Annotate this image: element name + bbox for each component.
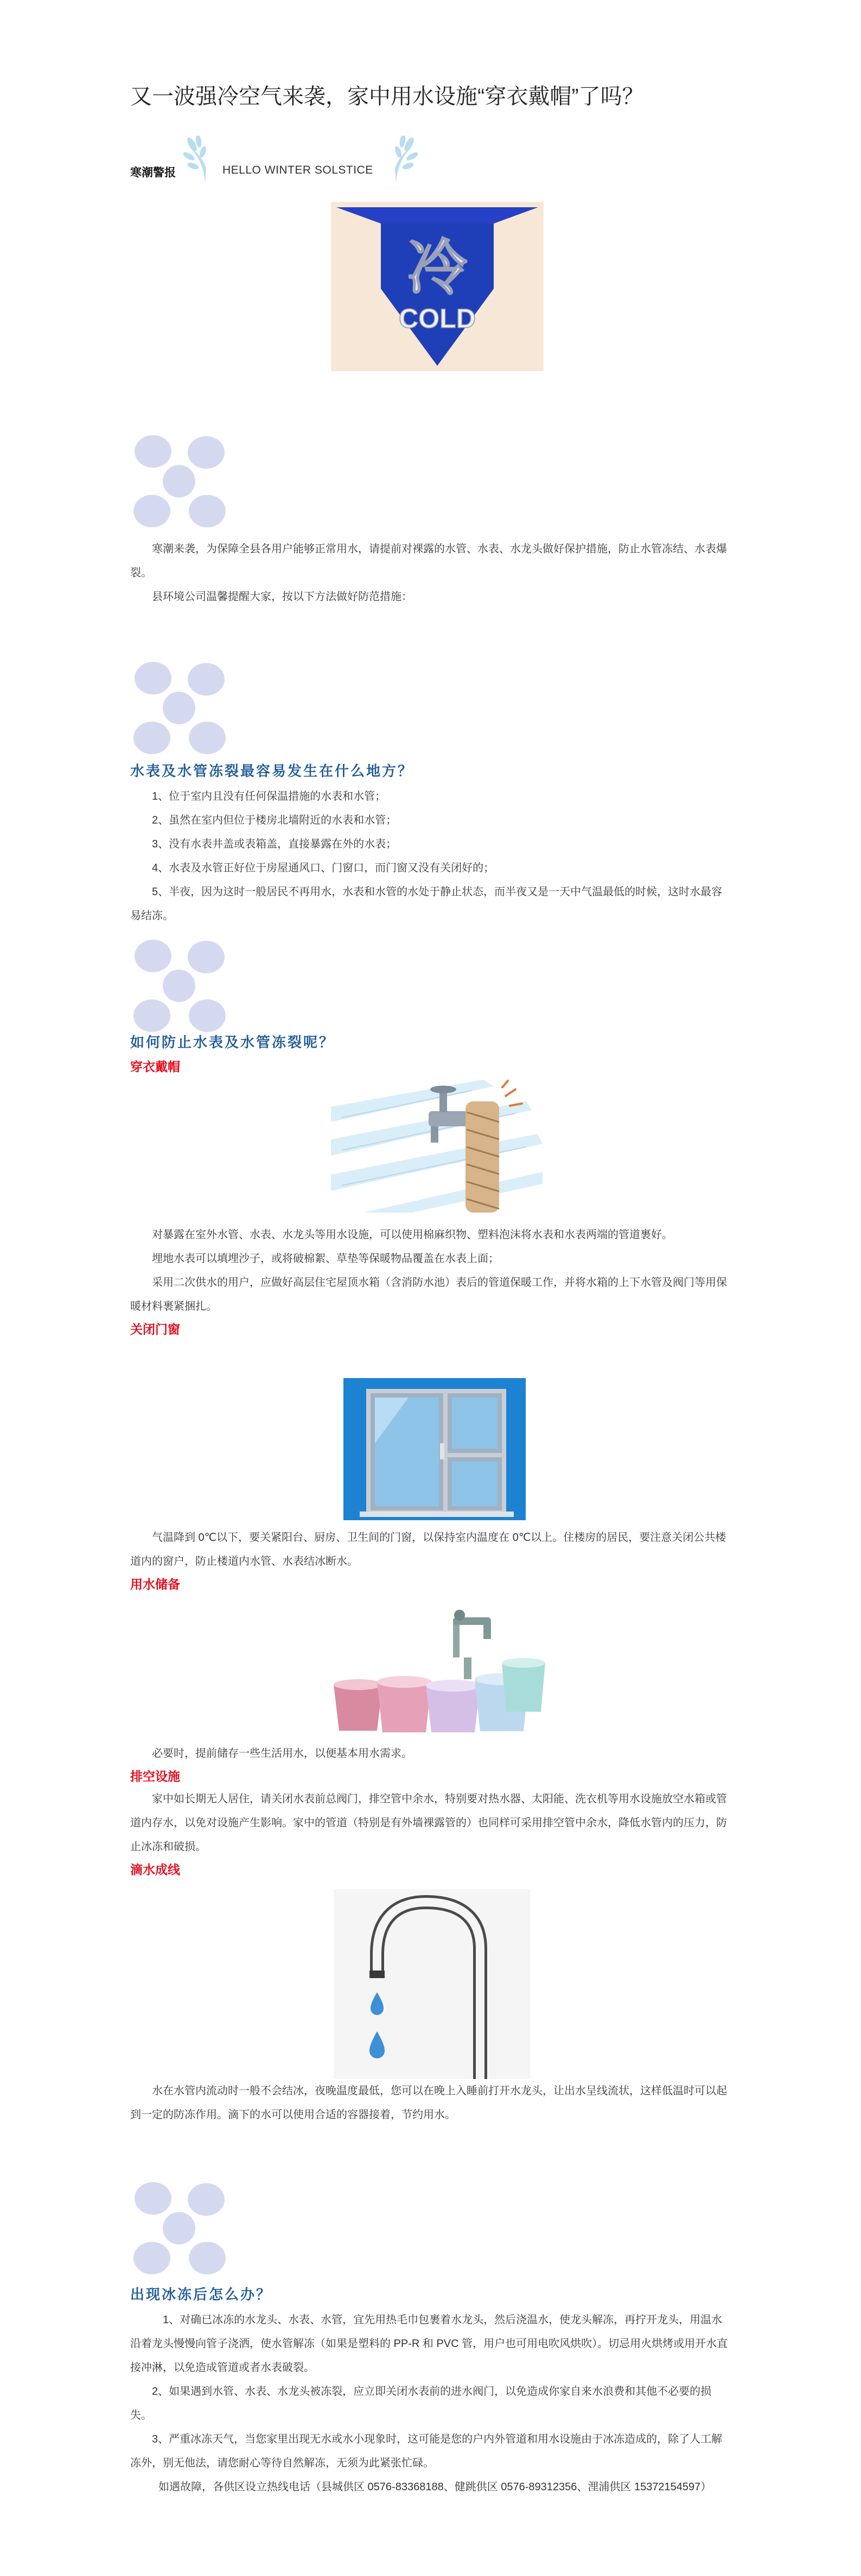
decor-x-icon	[130, 656, 228, 760]
section-after-freeze	[130, 2284, 731, 2499]
sub-heading-wrap: 穿衣戴帽	[130, 1060, 180, 1074]
intro-section	[130, 537, 731, 609]
banner	[130, 136, 456, 184]
intro-paragraph-1: 寒潮来袭，为保障全县各用户能够正常用水，请提前对裸露的水管、水表、水龙头做好保护措施，防止水管冻结、水表爆裂。	[130, 543, 727, 579]
window-image	[343, 1378, 526, 1520]
sub-heading-windows: 关闭门窗	[130, 1322, 180, 1336]
section-prevention	[130, 1032, 731, 1076]
paragraph: 3、严重冰冻天气，当您家里出现无水或水小现象时，这可能是您的户内外管道和用水设施由于冰冻造成的，除了人工解冻外，别无他法，请您耐心等待自然解冻，无须为此紧张忙碌。	[130, 2433, 723, 2469]
paragraph: 采用二次供水的用户，应做好高层住宅屋顶水箱（含消防水池）表后的管道保暖工作，并将水箱的上下水管及阀门等用保暖材料裹紧捆扎。	[130, 1277, 727, 1312]
hero-cold-word: COLD	[399, 303, 476, 334]
sub-heading-drain: 排空设施	[130, 1769, 180, 1783]
section-heading: 出现冰冻后怎么办？	[130, 2287, 272, 2303]
paragraph: 必要时，提前储存一些生活用水，以便基本用水需求。	[152, 1748, 412, 1759]
decor-x-icon	[130, 934, 228, 1037]
section-heading: 水表及水管冻裂最容易发生在什么地方？	[130, 763, 414, 780]
list-item: 1、位于室内且没有任何保温措施的水表和水管；	[152, 790, 386, 802]
sub-heading-drip: 滴水成线	[130, 1863, 180, 1877]
right-wheat-icon	[380, 136, 418, 184]
paragraph: 家中如长期无人居住，请关闭水表前总阀门，排空管中余水，特别要对热水器、太阳能、洗衣机等用水设施放空水箱或管道内存水，以免对设施产生影响。家中的管道（特别是有外墙裸露管的）也同样可采用排空管中余水，降低水管内的压力，防止冰冻和破损。	[130, 1793, 727, 1853]
paragraph: 对暴露在室外水管、水表、水龙头等用水设施，可以使用棉麻织物、塑料泡沫将水表和水表两端的管道裹好。	[152, 1229, 673, 1241]
paragraph: 水在水管内流动时一般不会结冰，夜晚温度最低，您可以在晚上入睡前打开水龙头，让出水呈线流状，这样低温时可以起到一定的防冻作用。滴下的水可以使用合适的容器接着，节约用水。	[130, 2085, 727, 2121]
wrapped-faucet-image	[331, 1080, 543, 1213]
water-buckets-image	[323, 1603, 551, 1739]
banner-right-text: HELLO WINTER SOLSTICE	[222, 164, 373, 176]
section-freeze-locations	[130, 761, 731, 928]
left-wheat-icon	[183, 136, 221, 184]
sub-heading-storage: 用水储备	[130, 1577, 180, 1591]
page-title: 又一波强冷空气来袭，家中用水设施“穿衣戴帽”了吗？	[130, 85, 644, 109]
list-item: 5、半夜，因为这时一般居民不再用水，水表和水管的水处于静止状态，而半夜又是一天中气温最低的时候，这时水最容易结冻。	[130, 886, 723, 922]
list-item: 4、水表及水管正好位于房屋通风口、门窗口，而门窗又没有关闭好的；	[152, 862, 495, 874]
hero-cold-char: 冷	[407, 233, 467, 303]
paragraph: 埋地水表可以填埋沙子，或将破棉絮、草垫等保暖物品覆盖在水表上面；	[152, 1253, 499, 1265]
storage-advice	[130, 1742, 731, 1880]
decor-x-icon	[130, 430, 228, 533]
windows-advice	[130, 1526, 731, 1595]
paragraph: 气温降到 0℃以下，要关紧阳台、厨房、卫生间的门窗，以保持室内温度在 0℃以上。住楼房的居民，要注意关闭公共楼道内的窗户，防止楼道内水管、水表结冰断水。	[130, 1532, 726, 1567]
intro-paragraph-2: 县环境公司温馨提醒大家，按以下方法做好防范措施：	[152, 591, 412, 603]
list-item: 3、没有水表井盖或表箱盖，直接暴露在外的水表；	[152, 838, 397, 850]
list-item: 2、虽然在室内但位于楼房北墙附近的水表和水管；	[152, 814, 397, 826]
paragraph: 1、对确已冰冻的水龙头、水表、水管，宜先用热毛巾包裹着水龙头，然后浇温水，使龙头解冻，再拧开龙头，用温水沿着龙头慢慢向管子浇洒，使水管解冻（如果是塑料的 PP-R 和 PVC 管，用户也可用电吹风烘吹）。切忌用火烘烤或用开水直接冲淋，以免造成管道或者水表破裂。	[130, 2314, 728, 2374]
section-heading: 如何防止水表及水管冻裂呢？	[130, 1035, 335, 1051]
cold-hero-image	[331, 202, 544, 371]
wrap-advice	[130, 1223, 731, 1340]
hotline-paragraph: 如遇故障，各供区设立热线电话（县城供区 0576-83368188、健跳供区 0576-89312356、浬浦供区 15372154597）	[158, 2481, 712, 2493]
dripping-faucet-image	[334, 1889, 530, 2079]
banner-left-text: 寒潮警报	[130, 167, 176, 179]
decor-x-icon	[130, 2177, 228, 2280]
drip-advice	[130, 2079, 731, 2127]
paragraph: 2、如果遇到水管、水表、水龙头被冻裂，应立即关闭水表前的进水阀门，以免造成你家自来水浪费和其他不必要的损失。	[130, 2386, 712, 2421]
